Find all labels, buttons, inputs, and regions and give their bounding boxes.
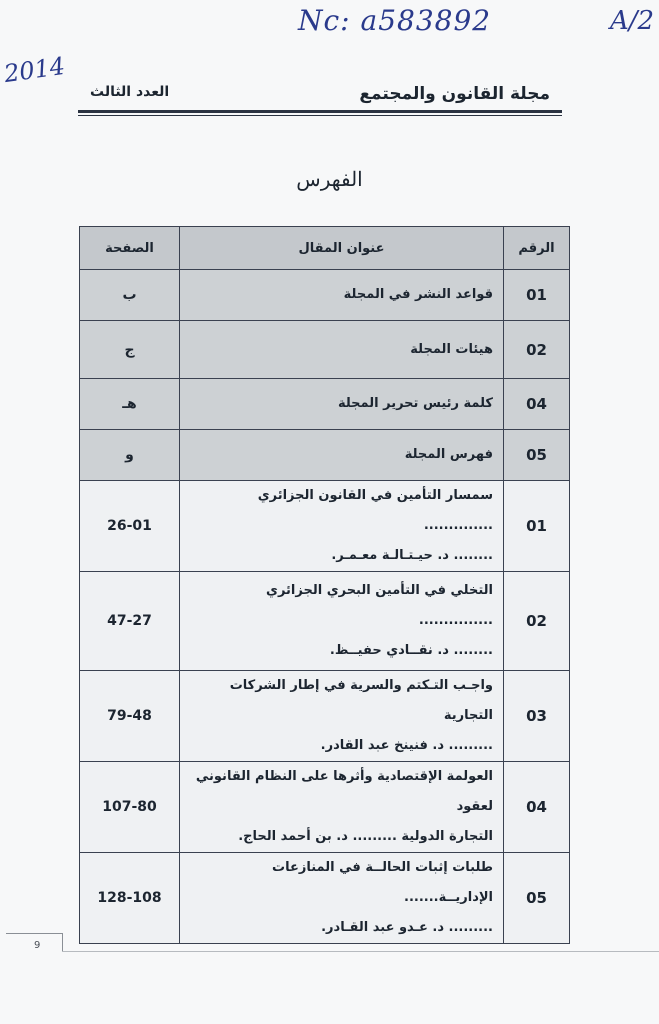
article-pages: 128-108 xyxy=(80,853,180,944)
header-title: عنوان المقال xyxy=(180,227,504,270)
toc-table xyxy=(79,226,570,944)
front-row xyxy=(80,430,570,481)
header-page: الصفحة xyxy=(80,227,180,270)
row-title: فهرس المجلة xyxy=(180,430,504,481)
row-title: هيئات المجلة xyxy=(180,321,504,379)
article-number: 01 xyxy=(504,481,570,572)
handwritten-year: 2014 xyxy=(2,51,67,89)
journal-name: مجلة القانون والمجتمع xyxy=(359,84,550,104)
article-number: 04 xyxy=(504,762,570,853)
row-number: 02 xyxy=(504,321,570,379)
article-pages: 107-80 xyxy=(80,762,180,853)
row-title: كلمة رئيس تحرير المجلة xyxy=(180,379,504,430)
article-title: التخلي في التأمين البحري الجزائري ............... xyxy=(266,583,493,628)
row-number: 04 xyxy=(504,379,570,430)
article-author: ......... د. فنينخ عبد القادر. xyxy=(320,738,493,753)
header-number: الرقم xyxy=(504,227,570,270)
article-cell xyxy=(180,481,504,572)
front-row xyxy=(80,379,570,430)
article-pages: 79-48 xyxy=(80,671,180,762)
article-row xyxy=(80,762,570,853)
article-title: واجـب التـكتم والسرية في إطار الشركات التجارية xyxy=(229,678,493,723)
header-rule-thick xyxy=(78,110,562,113)
front-row xyxy=(80,270,570,321)
row-page: ب xyxy=(80,270,180,321)
article-cell xyxy=(180,671,504,762)
handwritten-page-code: A/2 xyxy=(610,6,655,36)
article-pages: 47-27 xyxy=(80,572,180,671)
article-author: ........ د. حيـتـالـة معـمـر. xyxy=(331,548,493,563)
toc-title: الفهرس xyxy=(296,167,363,191)
article-row xyxy=(80,481,570,572)
article-author: ......... د. عـدو عبد القـادر. xyxy=(321,920,493,935)
issue-label: العدد الثالث xyxy=(90,84,170,100)
handwritten-catalog-number: Nc: a583892 xyxy=(298,4,492,37)
article-author: التجارة الدولية ......... د. بن أحمد الحاج. xyxy=(238,829,493,844)
row-page: و xyxy=(80,430,180,481)
article-number: 03 xyxy=(504,671,570,762)
row-number: 01 xyxy=(504,270,570,321)
article-title: طلبات إثبات الحالــة في المنازعات الإداريــة....... xyxy=(272,860,493,905)
article-cell xyxy=(180,762,504,853)
front-row xyxy=(80,321,570,379)
article-number: 02 xyxy=(504,572,570,671)
row-page: ج xyxy=(80,321,180,379)
article-title: العولمة الإقتصادية وأثرها على النظام القانوني لعقود xyxy=(195,769,493,814)
article-row xyxy=(80,853,570,944)
table-header-row xyxy=(80,227,570,270)
article-cell xyxy=(180,572,504,671)
article-row xyxy=(80,671,570,762)
header-rule-thin xyxy=(78,115,562,116)
bottom-rule xyxy=(62,951,659,952)
article-row xyxy=(80,572,570,671)
row-page: هـ xyxy=(80,379,180,430)
article-number: 05 xyxy=(504,853,570,944)
article-author: ........ د. نقــادي حفيــظ. xyxy=(329,643,493,658)
article-title: سمسار التأمين في القانون الجزائري .............. xyxy=(257,488,493,533)
article-pages: 26-01 xyxy=(80,481,180,572)
article-cell xyxy=(180,853,504,944)
page-header xyxy=(78,82,562,118)
row-number: 05 xyxy=(504,430,570,481)
corner-mark: 9 xyxy=(34,940,41,951)
row-title: قواعد النشر في المجلة xyxy=(180,270,504,321)
